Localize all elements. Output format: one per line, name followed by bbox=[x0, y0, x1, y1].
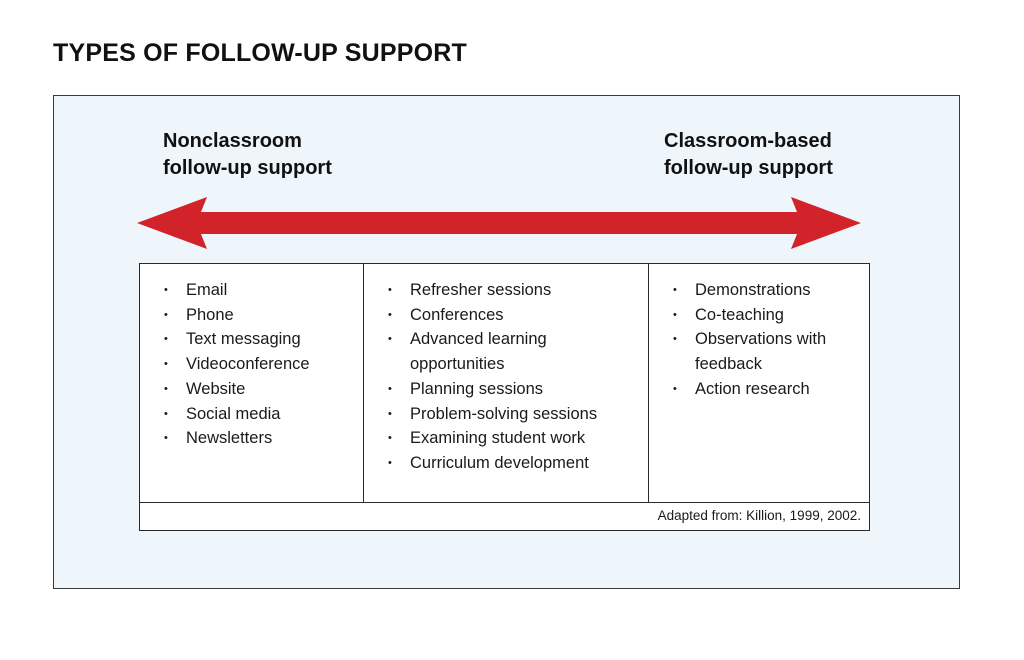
nonclassroom-column bbox=[140, 264, 364, 502]
nonclassroom-label bbox=[163, 128, 332, 182]
nonclassroom-label-line-2: follow-up support bbox=[163, 157, 332, 179]
list-item: • Observations with feedback bbox=[649, 327, 869, 376]
list-item: • Planning sessions bbox=[364, 377, 648, 402]
list-item: • Conferences bbox=[364, 303, 648, 328]
list-item: • Videoconference bbox=[140, 352, 363, 377]
page-title: TYPES OF FOLLOW-UP SUPPORT bbox=[53, 39, 467, 67]
classroom-based-label-line-2: follow-up support bbox=[664, 157, 833, 179]
list-item: • Social media bbox=[140, 402, 363, 427]
list-item: • Text messaging bbox=[140, 327, 363, 352]
list-item: • Email bbox=[140, 278, 363, 303]
list-item: • Demonstrations bbox=[649, 278, 869, 303]
list-item: • Phone bbox=[140, 303, 363, 328]
classroom-based-column bbox=[649, 264, 869, 502]
list-item: • Examining student work bbox=[364, 426, 648, 451]
list-item: • Refresher sessions bbox=[364, 278, 648, 303]
nonclassroom-list bbox=[140, 264, 363, 451]
list-item: • Action research bbox=[649, 377, 869, 402]
list-item: • Co-teaching bbox=[649, 303, 869, 328]
list-item: • Problem-solving sessions bbox=[364, 402, 648, 427]
classroom-based-list bbox=[649, 264, 869, 402]
list-item: • Curriculum development bbox=[364, 451, 648, 476]
nonclassroom-label-line-1: Nonclassroom bbox=[163, 130, 302, 152]
classroom-based-label-line-1: Classroom-based bbox=[664, 130, 832, 152]
middle-column bbox=[364, 264, 649, 502]
source-row bbox=[140, 502, 869, 530]
double-headed-arrow-icon bbox=[135, 193, 863, 253]
arrow-shape bbox=[137, 197, 861, 249]
list-item: • Newsletters bbox=[140, 426, 363, 451]
support-types-table bbox=[139, 263, 870, 531]
source-citation: Adapted from: Killion, 1999, 2002. bbox=[657, 508, 861, 523]
list-item: • Advanced learning opportunities bbox=[364, 327, 648, 376]
list-item: • Website bbox=[140, 377, 363, 402]
middle-list bbox=[364, 264, 648, 476]
classroom-based-label bbox=[664, 128, 833, 182]
